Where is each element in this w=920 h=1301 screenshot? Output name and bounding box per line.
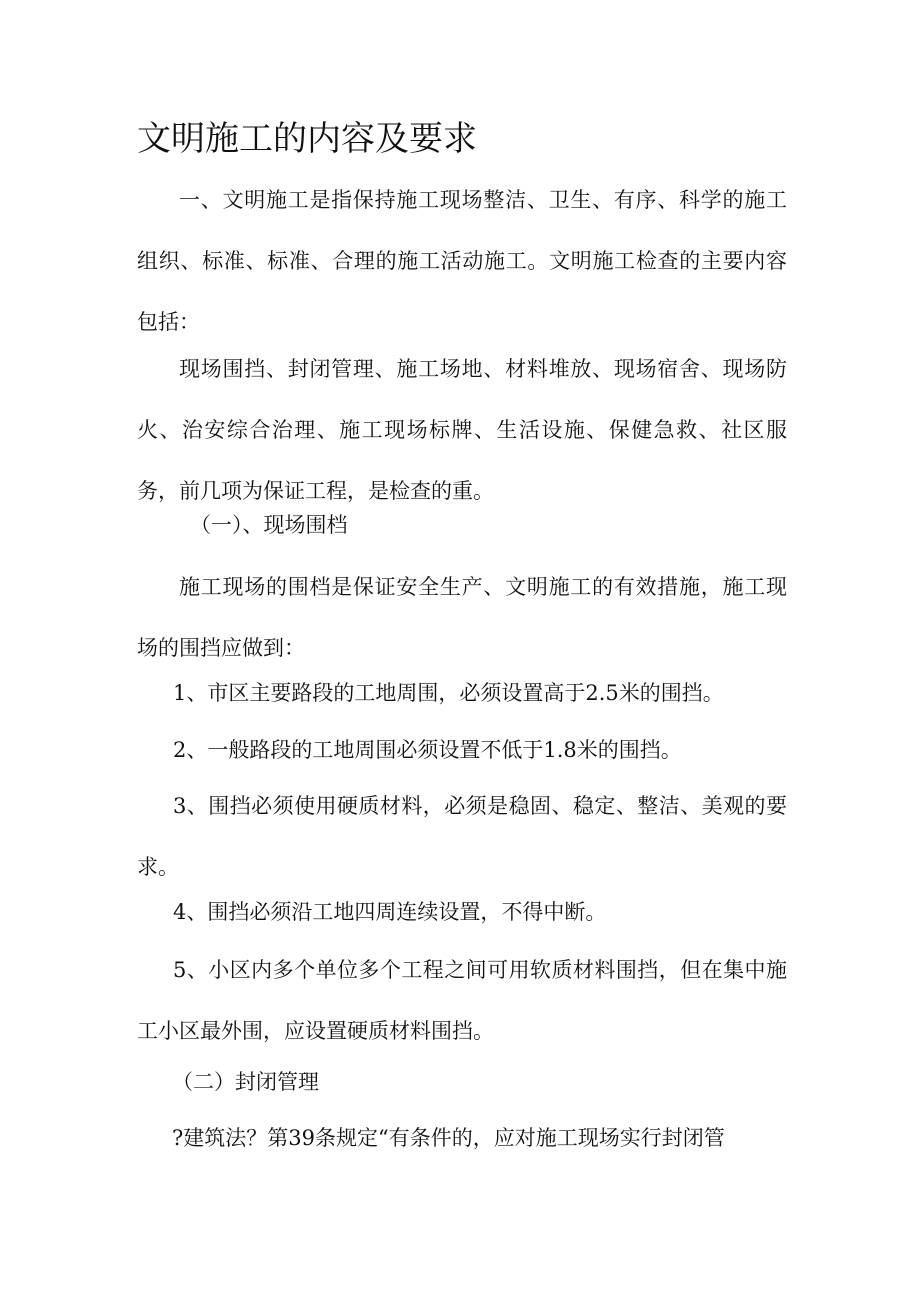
list-item-4: 4、围挡必须沿工地四周连续设置，不得中断。 [173, 900, 607, 924]
document-title: 文明施工的内容及要求 [137, 119, 477, 159]
section-heading-2: （二）封闭管理 [172, 1070, 319, 1094]
paragraph-intro: 一、文明施工是指保持施工现场整洁、卫生、有序、科学的施工组织、标准、标准、合理的施工活动施工。文明施工检查的主要内容包括： [137, 188, 787, 334]
list-item-2: 2、一般路段的工地周围必须设置不低于1.8米的围挡。 [173, 738, 682, 762]
list-item-1: 1、市区主要路段的工地周围，必须设置高于2.5米的围挡。 [173, 681, 724, 705]
section-heading-1: （一）、现场围档 [190, 513, 348, 537]
paragraph-items: 现场围挡、封闭管理、施工场地、材料堆放、现场宿舍、现场防火、治安综合治理、施工现场标牌、生活设施、保健急救、社区服务，前几项为保证工程，是检查的重。 [137, 357, 787, 503]
list-item-3: 3、围挡必须使用硬质材料，必须是稳固、稳定、整洁、美观的要求。 [137, 794, 787, 879]
paragraph-fence: 施工现场的围档是保证安全生产、文明施工的有效措施，施工现场的围挡应做到： [137, 575, 787, 660]
list-item-5: 5、小区内多个单位多个工程之间可用软质材料围挡，但在集中施工小区最外围，应设置硬质材料围挡。 [137, 958, 787, 1043]
paragraph-law: ?建筑法？第39条规定“有条件的，应对施工现场实行封闭管 [172, 1126, 725, 1150]
